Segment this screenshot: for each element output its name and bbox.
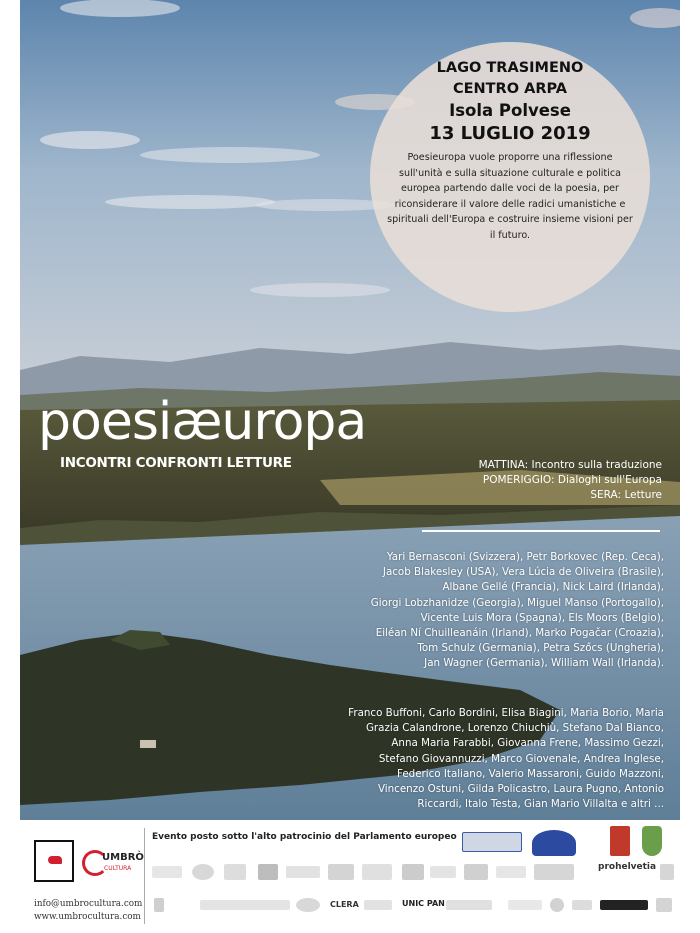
umbro-logo	[82, 850, 144, 880]
schedule	[479, 458, 662, 503]
venue-line-3: Isola Polvese	[449, 101, 571, 120]
red-lips-icon	[48, 856, 62, 864]
list-item: Anna Maria Farabbi, Giovanna Frene, Massimo Gezzi,	[391, 737, 664, 750]
sponsor-logo	[572, 900, 592, 910]
list-item: Eiléan Ní Chuilleanáin (Irland), Marko Pogačar (Croazia),	[375, 627, 664, 640]
patronage-text: Evento posto sotto l'alto patrocinio del Parlamento europeo	[152, 832, 457, 842]
brand-title: poesiæuropa	[38, 392, 367, 452]
organizer-name: UMBRÒ	[102, 852, 144, 863]
divider-line	[422, 530, 660, 532]
list-item: Franco Buffoni, Carlo Bordini, Elisa Biagini, Maria Borio, Maria	[348, 707, 664, 719]
sponsor-logo	[152, 866, 182, 878]
schedule-label: POMERIGGIO:	[482, 474, 555, 486]
sponsor-logo	[362, 864, 392, 880]
eu-flag-icon	[532, 830, 576, 856]
sponsor-logo	[656, 898, 672, 912]
list-item: Yari Bernasconi (Svizzera), Petr Borkovec (Rep. Ceca),	[386, 551, 664, 563]
sponsor-logo	[328, 864, 354, 880]
list-item: Riccardi, Italo Testa, Gian Mario Villalta e altri ...	[417, 798, 664, 811]
sponsor-logo	[430, 866, 456, 878]
schedule-row	[479, 458, 662, 473]
list-item: Tom Schulz (Germania), Petra Szőcs (Ungheria),	[417, 642, 664, 655]
schedule-text: Incontro sulla traduzione	[531, 459, 662, 471]
sponsor-logo	[660, 864, 674, 880]
sponsor-logo	[258, 864, 278, 880]
prohelvetia-logo: prohelvetia	[598, 862, 657, 872]
sponsor-logo	[550, 898, 564, 912]
city-crest-icon	[610, 826, 630, 856]
list-item: Federico Italiano, Valerio Massaroni, Guido Mazzoni,	[396, 767, 664, 780]
website-link[interactable]: www.umbrocultura.com	[34, 912, 141, 922]
list-item: Jacob Blakesley (USA), Vera Lúcia de Oliveira (Brasile),	[382, 566, 664, 579]
contact-info	[34, 898, 142, 924]
event-date: 13 LUGLIO 2019	[429, 123, 591, 144]
email-link[interactable]: info@umbrocultura.com	[34, 899, 143, 909]
sponsor-logo	[534, 864, 574, 880]
venue-line-2: CENTRO ARPA	[452, 81, 568, 97]
sponsor-logo	[192, 864, 214, 880]
sponsor-logo	[600, 900, 648, 910]
brand-tagline: INCONTRI CONFRONTI LETTURE	[60, 455, 292, 471]
italian-poets-list	[348, 706, 664, 812]
sponsor-logo	[464, 864, 488, 880]
list-item: Jan Wagner (Germania), William Wall (Irlanda).	[424, 657, 664, 670]
sponsor-footer	[20, 820, 680, 933]
organizer-sub: CULTURA	[104, 865, 132, 872]
list-item: Giorgi Lobzhanidze (Georgia), Miguel Manso (Portogallo),	[370, 596, 664, 609]
list-item: Vincenzo Ostuni, Gilda Policastro, Laura Pugno, Antonio	[377, 783, 664, 796]
unicpan-logo: UNIC PAN	[402, 899, 445, 908]
sponsor-logo	[508, 900, 542, 910]
sponsor-logo	[200, 900, 290, 910]
venue-line-1: LAGO TRASIMENO	[436, 60, 584, 76]
province-crest-icon	[642, 826, 662, 856]
event-description: Poesieuropa vuole proporre una riflessione sull'unità e sulla situazione culturale e politica europea partendo dalle voci de la poesia, per riconsiderare il valore delle radici umanistiche e spirituali dell'Europa e costruire insieme visioni per il futuro.	[387, 152, 633, 241]
sponsor-logo	[496, 866, 526, 878]
sponsor-logo	[286, 866, 320, 878]
event-info	[380, 58, 640, 243]
list-item: Vicente Luis Mora (Spagna), Els Moors (Belgio),	[420, 611, 664, 624]
footer-divider	[144, 828, 145, 924]
list-item: Albane Gellé (Francia), Nick Laird (Irlanda),	[442, 581, 664, 594]
sponsor-logo	[224, 864, 246, 880]
europarl-logo-icon	[462, 832, 522, 852]
schedule-row	[479, 488, 662, 503]
sponsor-logo	[296, 898, 320, 912]
schedule-text: Dialoghi sull'Europa	[557, 474, 662, 486]
sponsor-logo	[364, 900, 392, 910]
schedule-text: Letture	[624, 489, 662, 501]
sponsor-logo	[446, 900, 492, 910]
list-item: Grazia Calandrone, Lorenzo Chiuchiù, Stefano Dal Bianco,	[365, 722, 664, 735]
clera-logo: CLERA	[330, 900, 359, 909]
sponsor-logo	[402, 864, 424, 880]
schedule-row	[479, 473, 662, 488]
poesieuropa-logo-icon	[34, 840, 74, 882]
sponsor-logo	[154, 898, 164, 912]
schedule-label: MATTINA:	[478, 459, 529, 471]
list-item: Stefano Giovannuzzi, Marco Giovenale, Andrea Inglese,	[378, 752, 664, 765]
schedule-label: SERA:	[590, 489, 622, 501]
international-poets-list	[371, 550, 664, 672]
